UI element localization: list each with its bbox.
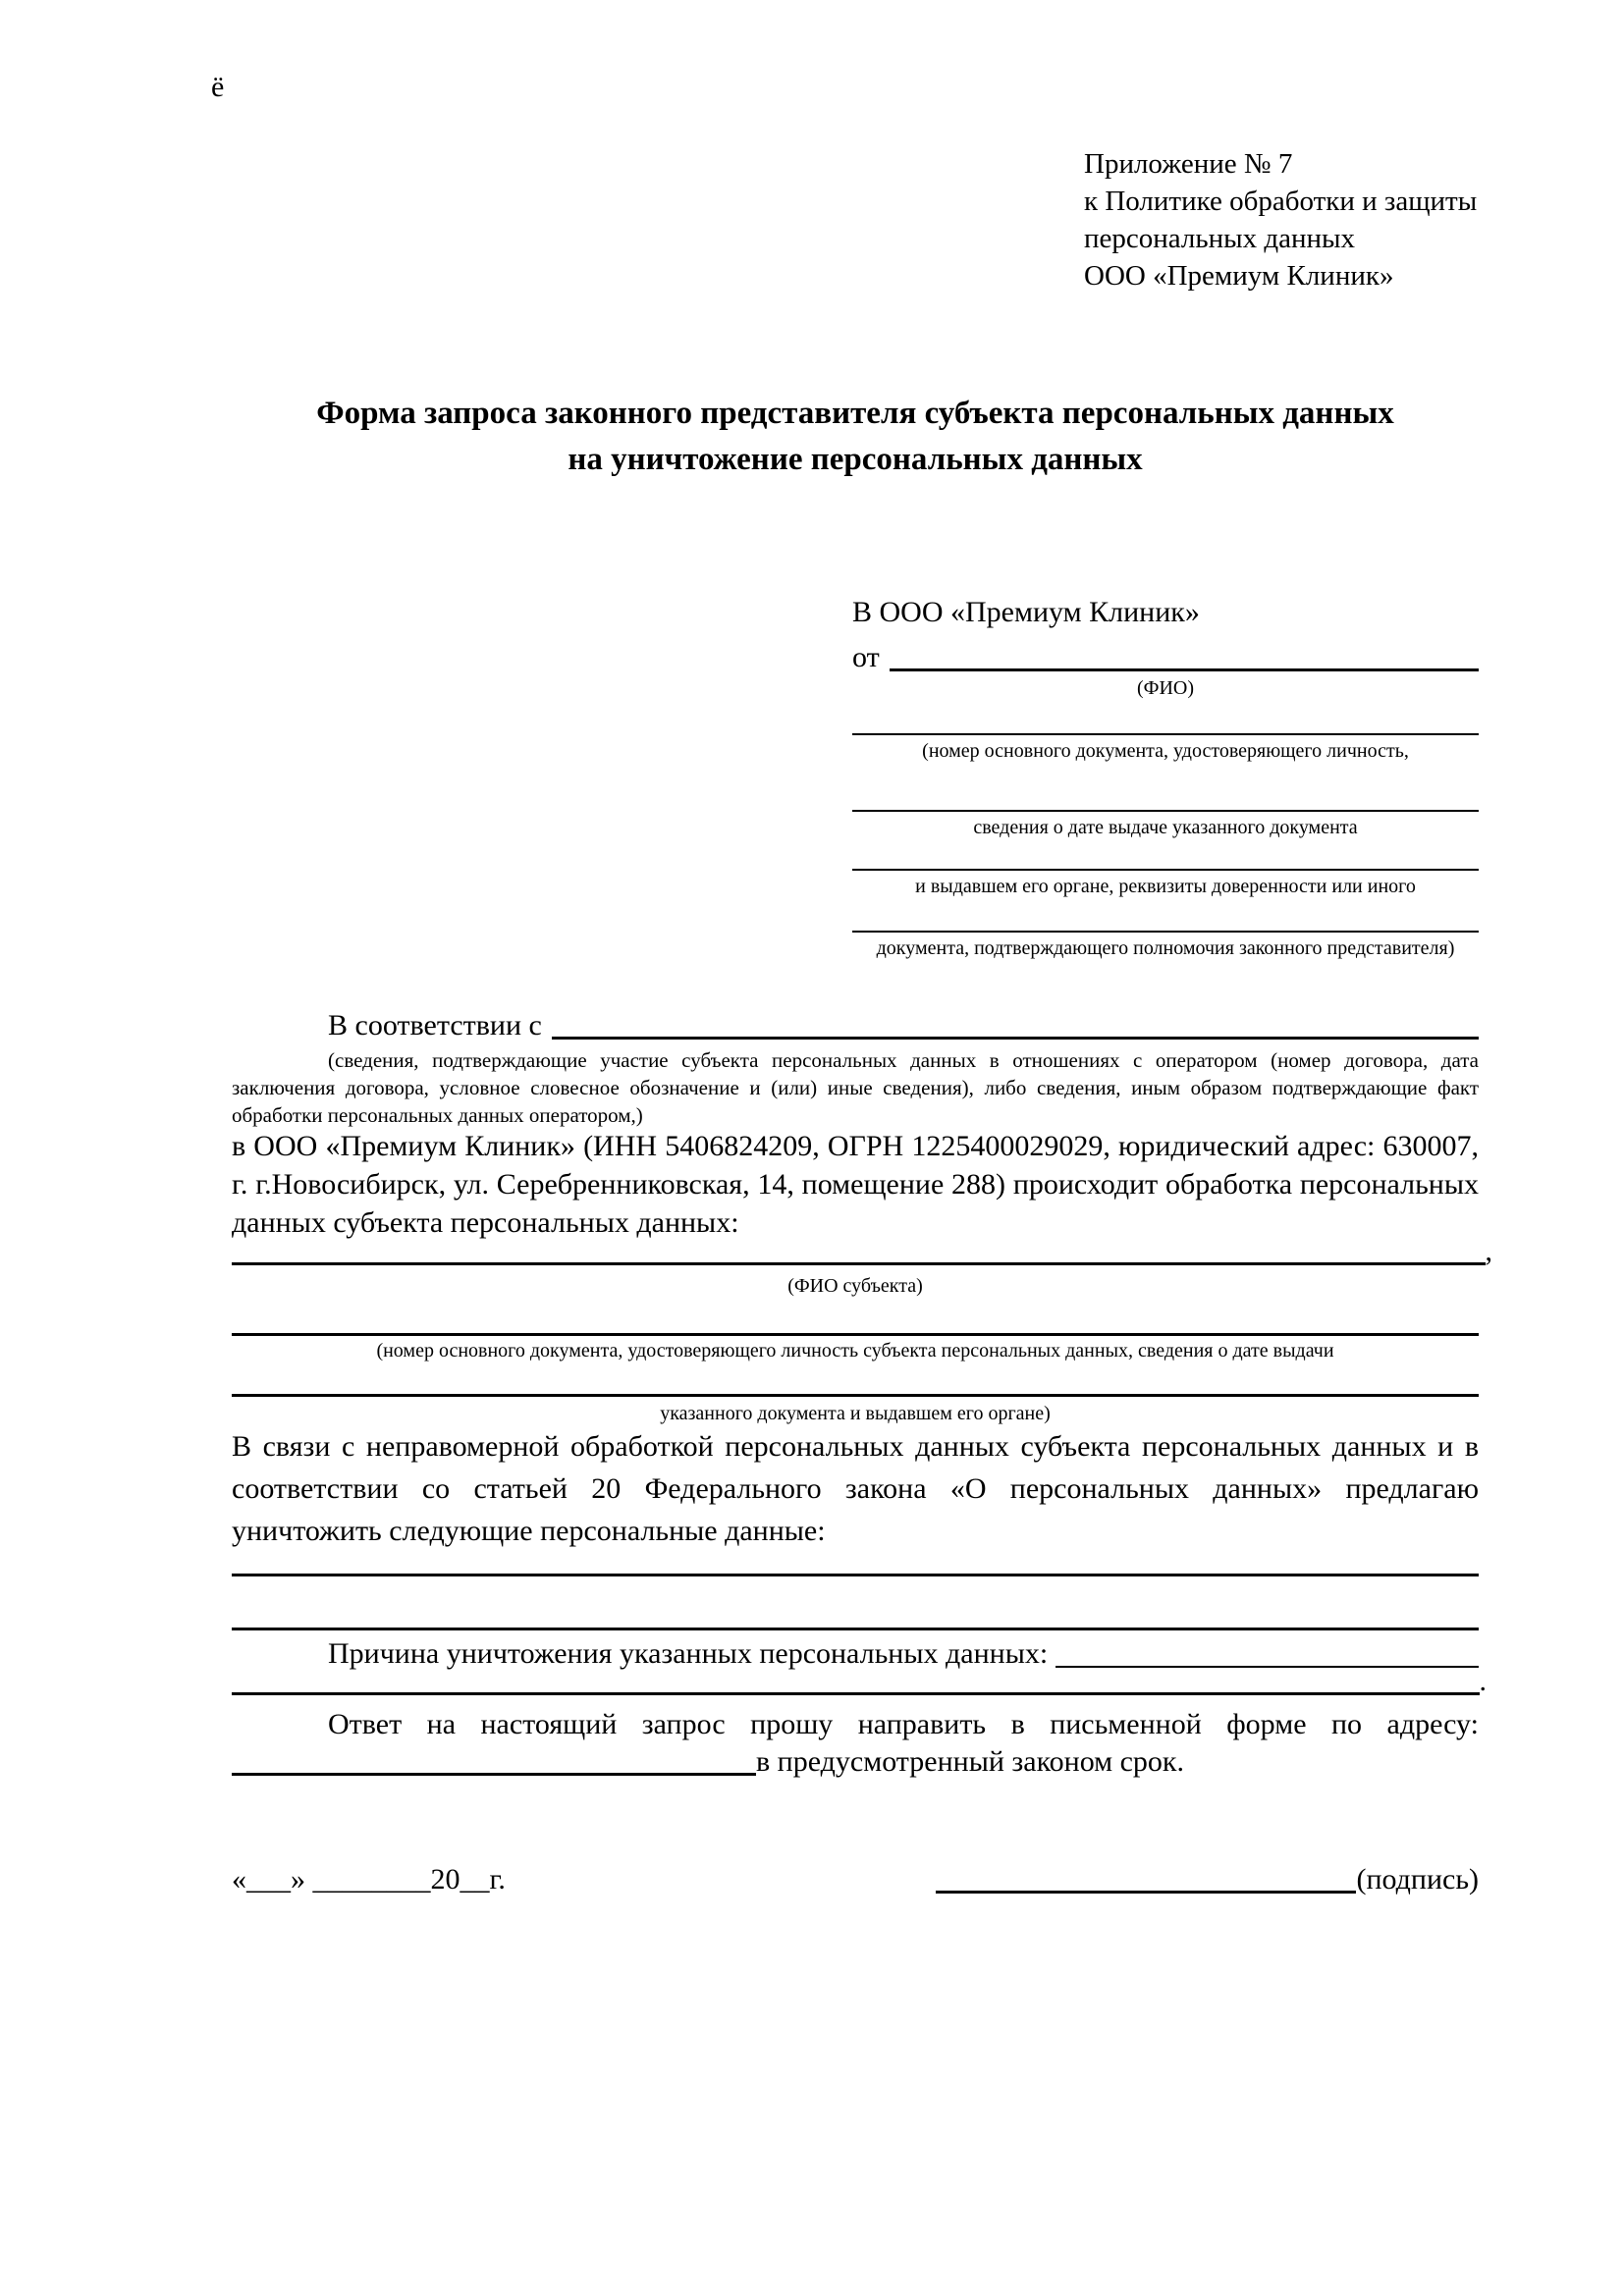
authority-document-blank-line [852, 931, 1479, 933]
signature-caption: (подпись) [1356, 1863, 1479, 1896]
addressee-org: В ООО «Премиум Клиник» [852, 596, 1200, 628]
authority-document-caption: документа, подтверждающего полномочия законного представителя) [876, 937, 1455, 959]
appendix-line-2: к Политике обработки и защиты [1084, 186, 1478, 217]
representative-fio-blank-line [890, 668, 1479, 671]
signature-field [936, 1861, 1479, 1898]
document-title [232, 391, 1479, 483]
title-line-2: на уничтожение персональных данных [568, 442, 1143, 477]
subject-doc-caption-2: указанного документа и выдавшем его органе) [660, 1403, 1051, 1424]
issuing-authority-caption: и выдавшем его органе, реквизиты доверенности или иного [915, 876, 1416, 897]
doc-number-blank-line [852, 733, 1479, 735]
accordance-blank-line [552, 1037, 1479, 1040]
addressee-block [852, 594, 1479, 960]
destruction-request-paragraph: В связи с неправомерной обработкой персональных данных субъекта персональных данных и в соответствии со статьей 20 Федерального закона «О персональных данных» предлагаю уничтожить следующие персональные данные: [232, 1430, 1479, 1547]
title-line-1: Форма запроса законного представителя субъекта персональных данных [316, 396, 1394, 431]
issue-date-blank-line [852, 810, 1479, 812]
appendix-line-3: персональных данных [1084, 223, 1356, 254]
reason-label: Причина уничтожения указанных персональных данных: [328, 1637, 1049, 1670]
from-label: от [852, 641, 880, 673]
subject-doc-blank-line-2 [232, 1364, 1479, 1397]
doc-number-caption: (номер основного документа, удостоверяющего личность, [922, 740, 1409, 762]
trailing-comma: , [1485, 1235, 1492, 1267]
reply-tail-text: в предусмотренный законом срок. [756, 1745, 1184, 1778]
subject-fio-caption: (ФИО субъекта) [787, 1275, 923, 1297]
reply-address-field [232, 1743, 1479, 1781]
subject-fio-blank-line [232, 1262, 1486, 1265]
accordance-label: В соответствии с [328, 1009, 542, 1041]
data-blank-line-2 [232, 1602, 1479, 1630]
from-field [852, 639, 1479, 676]
accordance-note: (сведения, подтверждающие участие субъекта персональных данных в отношениях с оператором (номер договора, дата заключения договора, условное словесное обозначение и (или) иные сведения), либо сведения, иным образом подтверждающие факт обработки персональных данных оператором,) [232, 1048, 1479, 1127]
operator-paragraph: в ООО «Премиум Клиник» (ИНН 5406824209, ОГРН 1225400029029, юридический адрес: 630007, г. г.Новосибирск, ул. Серебренниковская, 14, помещение 288) происходит обработка персональных данных субъекта персональных данных: [232, 1130, 1479, 1239]
trailing-period: . [1479, 1665, 1487, 1697]
data-blank-line-1 [232, 1548, 1479, 1576]
issuing-authority-blank-line [852, 869, 1479, 871]
appendix-line-1: Приложение № 7 [1084, 148, 1293, 180]
subject-doc-blank-line-1 [232, 1302, 1479, 1336]
address-blank-line [232, 1773, 756, 1776]
accordance-field [232, 1007, 1479, 1044]
subject-fio-field [232, 1233, 1492, 1270]
issue-date-caption: сведения о дате выдаче указанного документа [973, 817, 1358, 838]
appendix-note [1084, 145, 1477, 294]
fio-caption: (ФИО) [1136, 677, 1194, 699]
date-signature-row [232, 1861, 1479, 1898]
signature-blank-line [936, 1891, 1356, 1894]
date-line: «___» ________20__г. [232, 1863, 506, 1896]
reason-blank-line-2 [232, 1692, 1480, 1695]
reply-paragraph: Ответ на настоящий запрос прошу направить в письменной форме по адресу: [328, 1708, 1479, 1740]
reason-continuation-field [232, 1663, 1487, 1700]
subject-doc-caption-1: (номер основного документа, удостоверяющего личность субъекта персональных данных, сведения о дате выдачи [376, 1340, 1334, 1362]
appendix-line-4: ООО «Премиум Клиник» [1084, 260, 1394, 292]
stray-char: ё [211, 71, 225, 103]
